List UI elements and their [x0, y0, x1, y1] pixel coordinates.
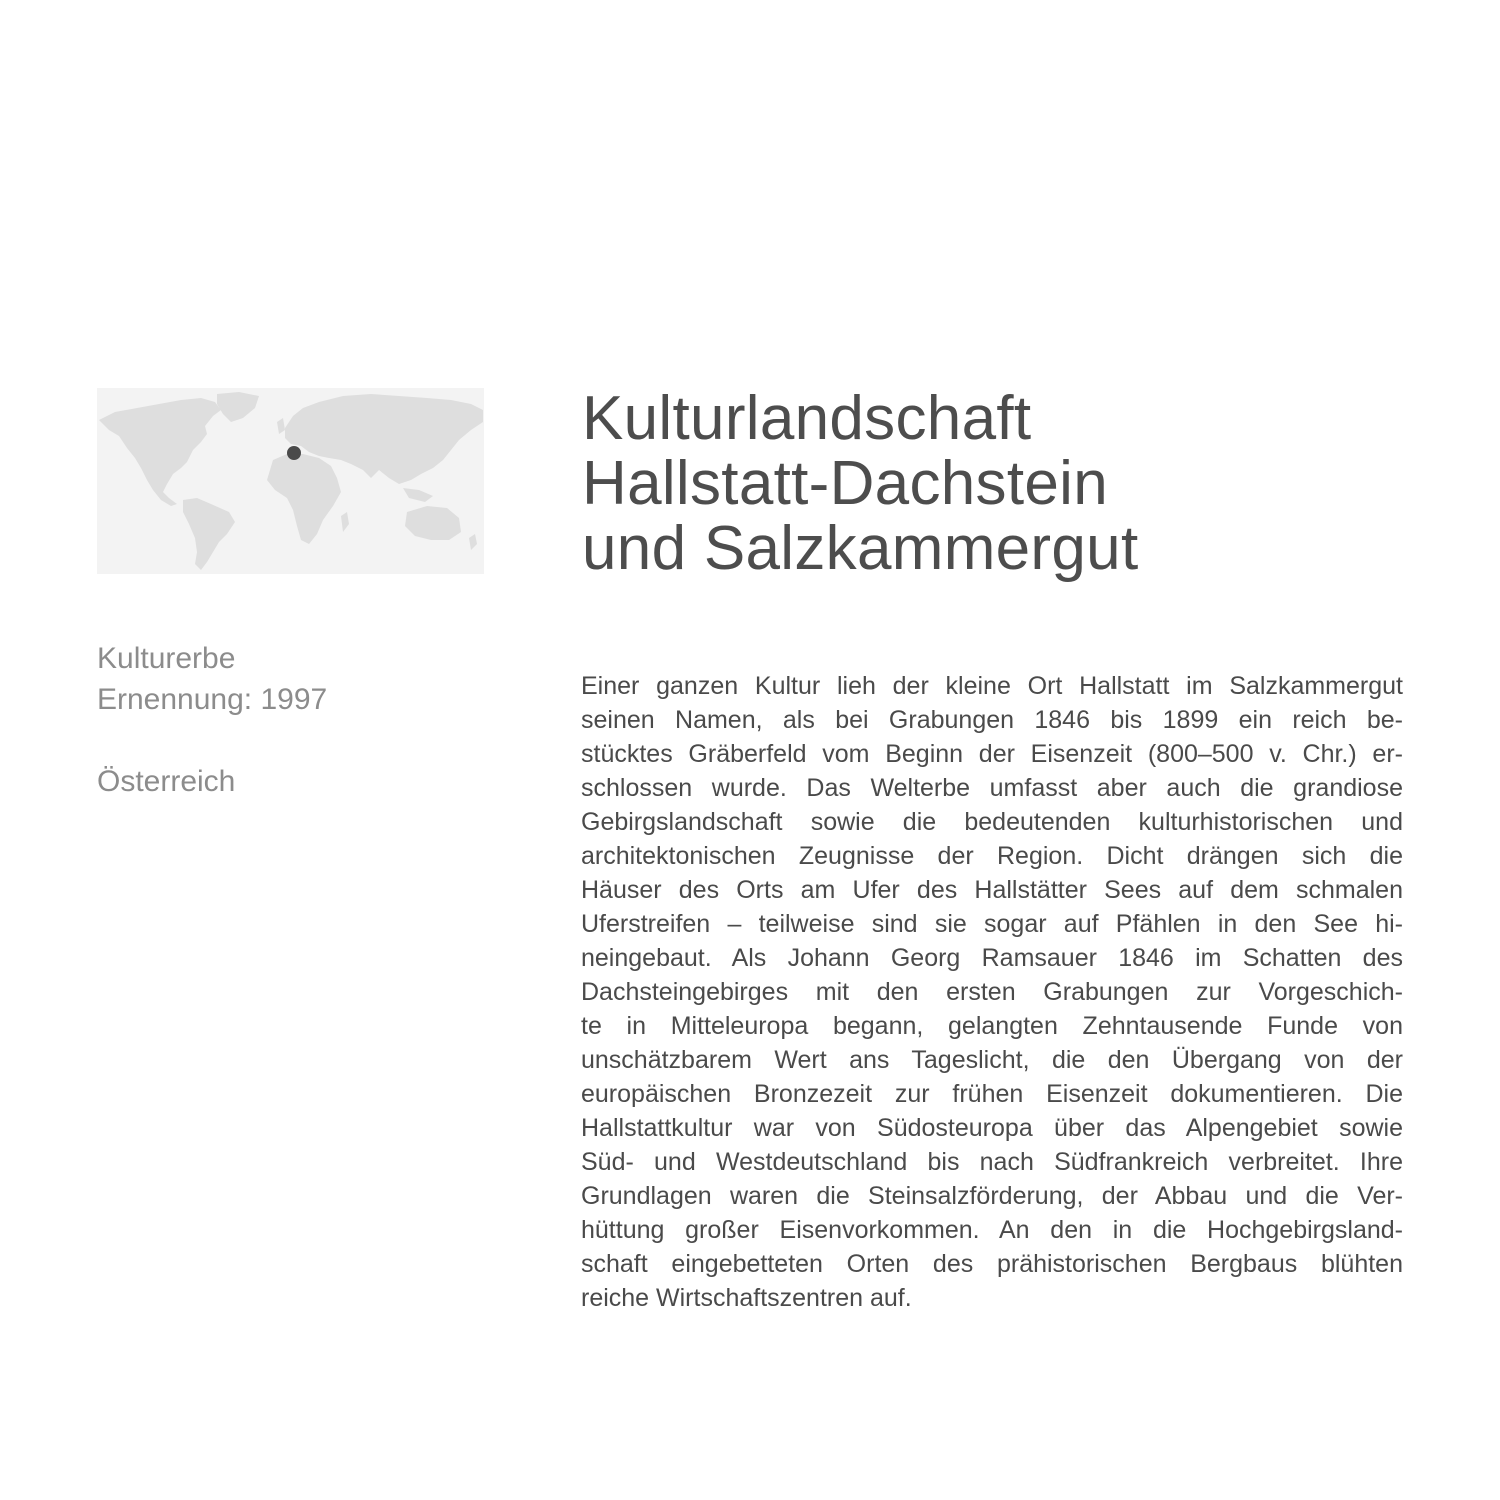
- page-title: [582, 386, 1462, 581]
- description-line: neingebaut. Als Johann Georg Ramsauer 1846 im Schatten des: [581, 944, 1403, 972]
- description-line: Grundlagen waren die Steinsalzförderung, der Abbau und die Ver-: [581, 1182, 1403, 1210]
- description-line: Dachsteingebirges mit den ersten Grabungen zur Vorgeschich-: [581, 978, 1403, 1006]
- location-marker-icon: [287, 446, 301, 460]
- meta-spacer: [97, 720, 497, 761]
- description-line: te in Mitteleuropa begann, gelangten Zehntausende Funde von: [581, 1012, 1403, 1040]
- description-line: Uferstreifen – teilweise sind sie sogar auf Pfählen in den See hi-: [581, 910, 1403, 938]
- site-meta: [97, 638, 497, 802]
- country: Österreich: [97, 765, 236, 798]
- heritage-category: Kulturerbe: [97, 642, 236, 675]
- description-line: Einer ganzen Kultur lieh der kleine Ort Hallstatt im Salzkammergut: [581, 672, 1403, 700]
- title-line: und Salzkammergut: [582, 514, 1139, 583]
- description: [581, 669, 1403, 1315]
- description-line: hüttung großer Eisenvorkommen. An den in die Hochgebirgsland-: [581, 1216, 1403, 1244]
- description-line: reiche Wirtschaftszentren auf.: [581, 1284, 912, 1312]
- designation-year: Ernennung: 1997: [97, 683, 328, 716]
- description-line: Süd- und Westdeutschland bis nach Südfrankreich verbreitet. Ihre: [581, 1148, 1403, 1176]
- description-line: Häuser des Orts am Ufer des Hallstätter Sees auf dem schmalen: [581, 876, 1403, 904]
- description-line: schlossen wurde. Das Welterbe umfasst aber auch die grandiose: [581, 774, 1403, 802]
- description-line: Gebirgslandschaft sowie die bedeutenden kulturhistorischen und: [581, 808, 1403, 836]
- description-line: europäischen Bronzezeit zur frühen Eisenzeit dokumentieren. Die: [581, 1080, 1403, 1108]
- description-line: schaft eingebetteten Orten des prähistorischen Bergbaus blühten: [581, 1250, 1403, 1278]
- description-line: architektonischen Zeugnisse der Region. Dicht drängen sich die: [581, 842, 1403, 870]
- world-map: [97, 388, 484, 574]
- description-line: stücktes Gräberfeld vom Beginn der Eisenzeit (800–500 v. Chr.) er-: [581, 740, 1403, 768]
- description-line: seinen Namen, als bei Grabungen 1846 bis 1899 ein reich be-: [581, 706, 1403, 734]
- world-map-icon: [97, 388, 484, 574]
- description-line: unschätzbarem Wert ans Tageslicht, die den Übergang von der: [581, 1046, 1403, 1074]
- title-line: Kulturlandschaft: [582, 384, 1032, 453]
- title-line: Hallstatt-Dachstein: [582, 449, 1109, 518]
- description-line: Hallstattkultur war von Südosteuropa über das Alpengebiet sowie: [581, 1114, 1403, 1142]
